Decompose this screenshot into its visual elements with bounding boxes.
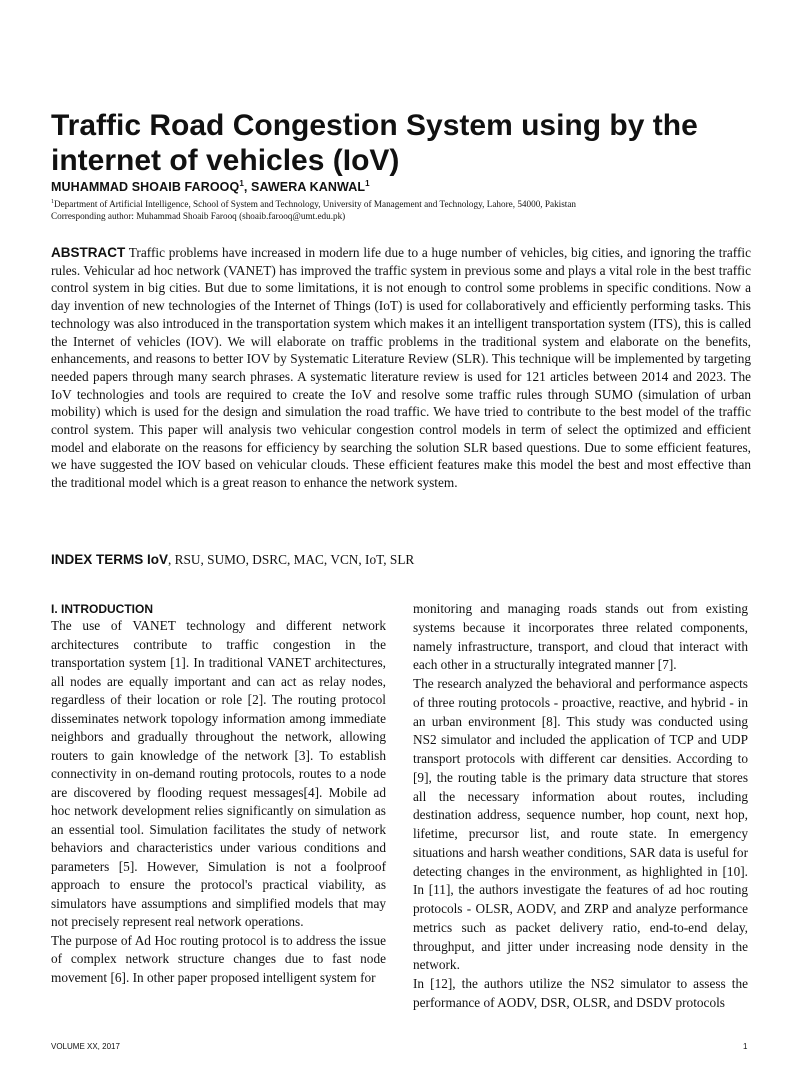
abstract (51, 244, 751, 492)
paper-title: Traffic Road Congestion System using by the internet of vehicles (IoV) (51, 109, 698, 177)
affiliation (51, 196, 751, 210)
affiliation-marker: 1 (51, 199, 54, 205)
index-terms-label: INDEX TERMS IoV (51, 552, 169, 567)
footer-volume: VOLUME XX, 2017 (51, 1042, 120, 1051)
left-column (51, 601, 386, 987)
paragraph: In [12], the authors utilize the NS2 simulator to assess the performance of AODV, DSR, OLSR, and DSDV protocols (413, 976, 748, 1010)
section-heading: I. INTRODUCTION (51, 602, 153, 616)
author-line (51, 179, 370, 194)
paragraph: The use of VANET technology and different network architectures contribute to traffic congestion in the transportation system [1]. In traditional VANET architectures, all nodes are equally important and can act as relay nodes, regardless of their location or role [2]. The routing protocol disseminates network topology information among immediate neighbors and gradually throughout the network, allowing routers to gain knowledge of the network [3]. To establish connectivity in on-demand routing protocols, routes to a node are discovered by flooding request messages[4]. Mobile ad hoc network development relies significantly on simulation as an essential tool. Simulation facilitates the study of network behaviors and characteristics under various conditions and parameters [5]. However, Simulation is not a foolproof approach to ensure the protocol's practical viability, as simulators have assumptions and simplified models that may not precisely represent real network operations. (51, 618, 386, 929)
abstract-label: ABSTRACT (51, 245, 126, 260)
paragraph: The research analyzed the behavioral and performance aspects of three routing protocols - proactive, reactive, and hybrid - in an urban environment [8]. This study was conducted using NS2 simulator and included the application of TCP and UDP transport protocols with different car densities. According to [9], the routing table is the primary data structure that stores all the necessary information about routes, including destination address, sequence number, hop count, next hop, lifetime, precursor list, and route state. In emergency situations and harsh weather conditions, SAR data is useful for detecting changes in the environment, as highlighted in [10]. In [11], the authors investigate the features of ad hoc routing protocols - OLSR, AODV, and ZRP and analyze performance metrics such as packet delivery ratio, end-to-end delay, throughput, and jitter under increasing node density in the network. (413, 676, 748, 973)
author-affiliation-marker: 1 (239, 179, 244, 188)
corresponding-author: Corresponding author: Muhammad Shoaib Farooq (shoaib.farooq@umt.edu.pk) (51, 211, 346, 222)
affiliation-block (51, 196, 751, 222)
page-number: 1 (743, 1042, 748, 1051)
paragraph: monitoring and managing roads stands out from existing systems because it incorporates three related components, namely infrastructure, transport, and cloud that interact with each other in a structurally integrated manner [7]. (413, 601, 748, 673)
right-column (413, 600, 748, 1013)
index-terms-text: , RSU, SUMO, DSRC, MAC, VCN, IoT, SLR (168, 552, 415, 567)
author-name: SAWERA KANWAL (251, 180, 366, 195)
author-affiliation-marker: 1 (365, 179, 370, 188)
affiliation-text: Department of Artificial Intelligence, School of System and Technology, University of Management and Technology, Lahore, 54000, Pakistan (54, 199, 577, 210)
author-name: MUHAMMAD SHOAIB FAROOQ (51, 180, 240, 195)
author-separator: , (243, 180, 252, 195)
index-terms (51, 551, 751, 569)
paragraph: The purpose of Ad Hoc routing protocol is to address the issue of complex network structure changes due to fast node movement [6]. In other paper proposed intelligent system for (51, 932, 386, 985)
abstract-text: Traffic problems have increased in modern life due to a huge number of vehicles, big cities, and ignoring the traffic rules. Vehicular ad hoc network (VANET) has improved the traffic system in previous some and plays a vital role in the best traffic control system in big cities. But due to some limitations, it is not enough to control some problems in specific conditions. Now a day invention of new technologies of the Internet of Things (IoT) is used for collaboratively and efficiently performing tasks. This technology was also introduced in the transportation system which makes it an intelligent transportation system (ITS), this is called the Internet of vehicles (IOV). We will elaborate on traffic problems in the traditional system and elaborate on the benefits, enhancements, and reasons to better IOV by Systematic Literature Review (SLR). This technique will be implemented by targeting needed papers through many search phrases. A systematic literature review is used for 121 articles between 2014 and 2023. The IoV technologies and tools are required to create the IoV and resolve some traffic rules through SUMO (simulation of urban mobility) which is used for the design and simulation the road traffic. We have tried to contribute to the best model of the traffic control system. This paper will analysis two vehicular congestion control models in term of select the optimized and efficient model and elaborate on the reasons for efficiency by searching the solution SLR based questions. Due to some efficient features, we have suggested the IOV based on vehicular clouds. These efficient features make this model the best and most effective than the traditional model which is a great reason to enhance the network system. (51, 245, 751, 491)
